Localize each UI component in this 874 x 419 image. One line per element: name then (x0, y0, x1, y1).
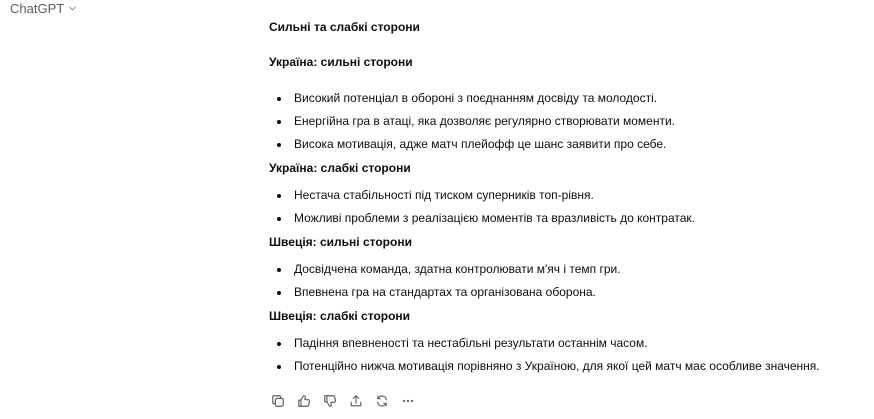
list-item (269, 355, 869, 378)
bullet-dot (277, 217, 281, 221)
more-icon (401, 394, 415, 408)
section-heading: Україна: слабкі сторони (269, 161, 411, 175)
list-item (269, 332, 869, 355)
bullet-dot (277, 268, 281, 272)
list-item-text: Досвідчена команда, здатна контролювати м'яч і темп гри. (294, 262, 621, 276)
share-icon (349, 394, 363, 408)
model-switcher[interactable] (10, 0, 77, 16)
list-item-text: Енергійна гра в атаці, яка дозволяє регулярно створювати моменти. (294, 114, 675, 128)
section-sweden-weaknesses (269, 307, 869, 378)
list-item (269, 184, 869, 207)
bullet-dot (277, 365, 281, 369)
message-title: Сильні та слабкі сторони (269, 20, 420, 34)
section-sweden-strengths (269, 233, 869, 304)
list-item (269, 281, 869, 304)
list-item-text: Можливі проблеми з реалізацією моментів та вразливість до контратак. (294, 211, 696, 225)
model-name: ChatGPT (10, 0, 65, 16)
section-ukraine-strengths (269, 53, 869, 156)
refresh-icon (375, 394, 389, 408)
list-item (269, 258, 869, 281)
chevron-down-icon (68, 4, 77, 13)
copy-icon (271, 394, 285, 408)
bullet-list (269, 184, 869, 230)
bullet-list (269, 332, 869, 378)
list-item-text: Високий потенціал в обороні з поєднанням досвіду та молодості. (294, 91, 658, 105)
message-actions (269, 392, 417, 410)
section-heading: Швеція: слабкі сторони (269, 309, 411, 323)
list-item-text: Висока мотивація, адже матч плейофф це шанс заявити про себе. (294, 137, 667, 151)
list-item (269, 87, 869, 110)
list-item-text: Впевнена гра на стандартах та організована оборона. (294, 285, 596, 299)
bullet-dot (277, 291, 281, 295)
section-heading: Україна: сильні сторони (269, 55, 413, 69)
bullet-list (269, 87, 869, 156)
bullet-dot (277, 342, 281, 346)
section-ukraine-weaknesses (269, 159, 869, 230)
thumbs-up-icon (297, 394, 311, 408)
thumbs-down-button[interactable] (321, 392, 339, 410)
bullet-dot (277, 143, 281, 147)
more-button[interactable] (399, 392, 417, 410)
list-item-text: Нестача стабільності під тиском суперників топ-рівня. (294, 188, 594, 202)
bullet-dot (277, 194, 281, 198)
list-item-text: Падіння впевненості та нестабільні результати останнім часом. (294, 336, 648, 350)
thumbs-down-icon (323, 394, 337, 408)
assistant-message (269, 18, 869, 378)
list-item (269, 110, 869, 133)
share-button[interactable] (347, 392, 365, 410)
section-heading: Швеція: сильні сторони (269, 235, 412, 249)
bullet-dot (277, 120, 281, 124)
regenerate-button[interactable] (373, 392, 391, 410)
bullet-dot (277, 97, 281, 101)
list-item (269, 133, 869, 156)
list-item (269, 207, 869, 230)
copy-button[interactable] (269, 392, 287, 410)
bullet-list (269, 258, 869, 304)
thumbs-up-button[interactable] (295, 392, 313, 410)
list-item-text: Потенційно нижча мотивація порівняно з Україною, для якої цей матч має особливе значення. (294, 359, 820, 373)
